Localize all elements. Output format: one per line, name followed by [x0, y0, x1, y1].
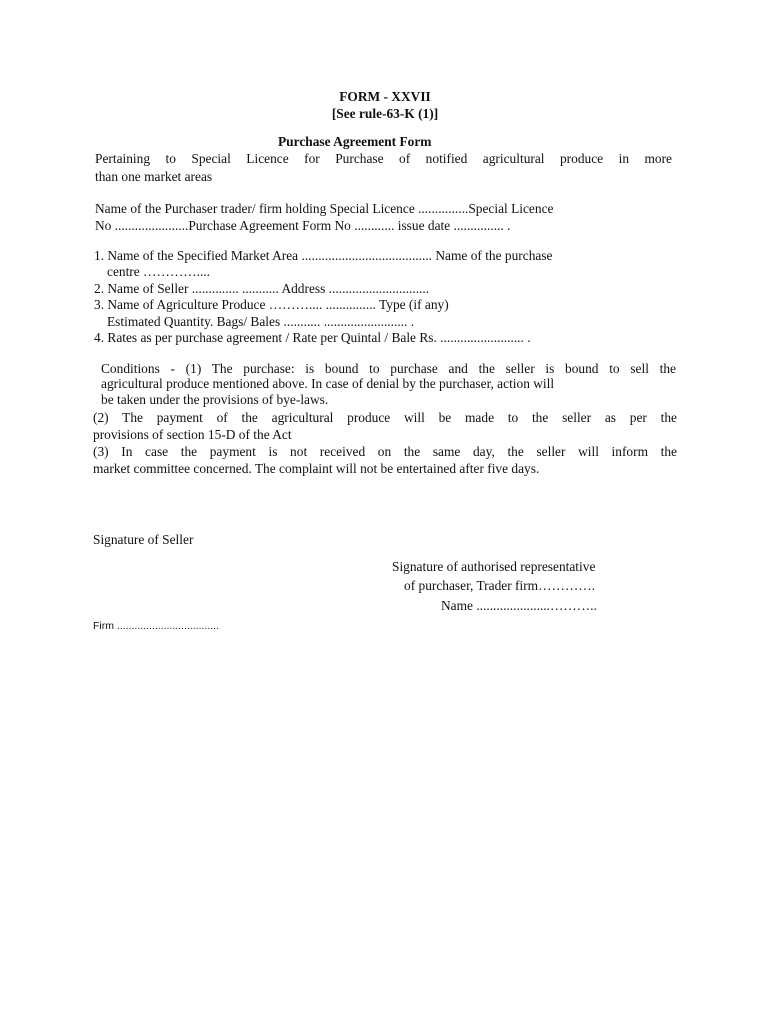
- condition-2-line-2: provisions of section 15-D of the Act: [93, 427, 292, 442]
- seller-signature: Signature of Seller: [93, 532, 194, 547]
- purchaser-line-2: No ......................Purchase Agreement Form No ............ issue date ............... .: [95, 218, 511, 233]
- condition-1-line-3: be taken under the provisions of bye-laws.: [101, 392, 329, 407]
- item-market-area: 1. Name of the Specified Market Area ....................................... Name of the purchase: [94, 248, 553, 263]
- condition-1-line-2: agricultural produce mentioned above. In case of denial by the purchaser, action will: [101, 376, 555, 391]
- firm-field: Firm ...................................: [93, 620, 220, 632]
- rule-reference: [See rule-63-K (1)]: [331, 106, 439, 121]
- item-seller: 2. Name of Seller .............. ........... Address ..............................: [94, 281, 430, 296]
- item-quantity: Estimated Quantity. Bags/ Bales ........... ......................... .: [107, 314, 415, 329]
- item-purchase-centre: centre …………....: [107, 264, 211, 279]
- form-title: FORM - XXVII: [339, 89, 431, 104]
- condition-2-line-1: (2) The payment of the agricultural produce will be made to the seller as per the: [93, 410, 677, 425]
- intro-line-2: than one market areas: [95, 169, 213, 184]
- representative-name: Name ......................………..: [441, 598, 597, 613]
- item-produce: 3. Name of Agriculture Produce ……….... ............... Type (if any): [94, 297, 449, 312]
- representative-signature-line-1: Signature of authorised representative: [392, 559, 596, 574]
- purchaser-line-1: Name of the Purchaser trader/ firm holding Special Licence ...............Special Licence: [95, 201, 554, 216]
- condition-1-line-1: Conditions - (1) The purchase: is bound to purchase and the seller is bound to sell the: [101, 361, 676, 376]
- intro-line-1: Pertaining to Special Licence for Purchase of notified agricultural produce in more: [95, 151, 672, 166]
- item-rates: 4. Rates as per purchase agreement / Rate per Quintal / Bale Rs. ......................... .: [94, 330, 531, 345]
- form-subtitle: Purchase Agreement Form: [278, 134, 432, 149]
- condition-3-line-1: (3) In case the payment is not received on the same day, the seller will inform the: [93, 444, 677, 459]
- condition-3-line-2: market committee concerned. The complaint will not be entertained after five days.: [93, 461, 540, 476]
- representative-signature-line-2: of purchaser, Trader firm………….: [404, 578, 595, 593]
